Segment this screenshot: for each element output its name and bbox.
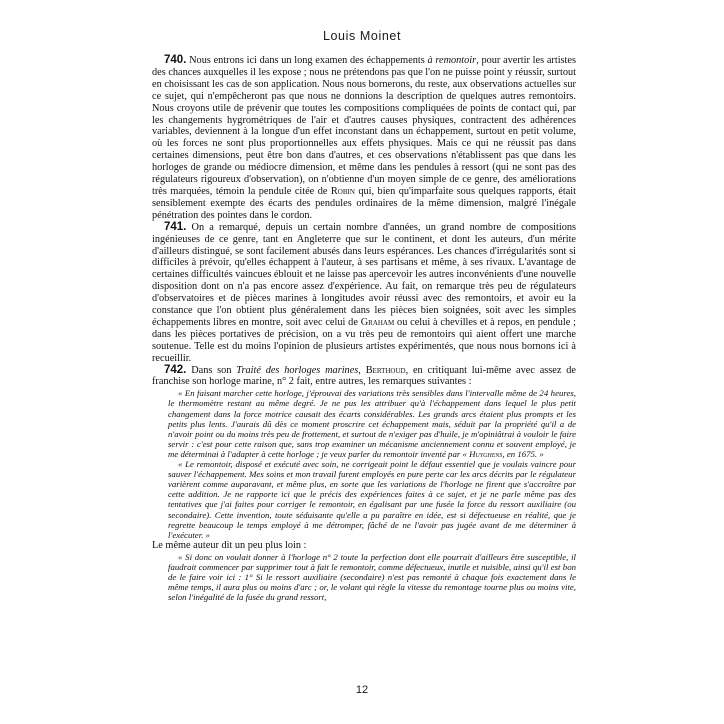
name-small-caps: Robin: [330, 185, 355, 197]
block-quote: [168, 552, 576, 602]
name-small-caps: Graham: [360, 316, 395, 328]
paragraph-740: 740. Nous entrons ici dans un long examen des échappements à remontoir, pour avertir les artistes des chances auxquelles il les expose ; nous ne prétendons pas que l'on ne puisse point y réussir, surtout en choisissant les cas de son application. Nous nous bornerons, du reste, aux observations actuelles sur ce sujet, qui n'empêcheront pas que nous ne donnions la description de quelques autres remontoirs. Nous croyons utile de prévenir que toutes les compositions compliquées de points de contact qui, par les changements hygrométriques de l'air et d'autres causes physiques, contractent des adhérences variables, deviennent à la longue d'un effet inconstant dans un échappement, surtout en petit volume, où les forces ne sont plus proportionnelles aux effets physiques. Mais ce qui ne réussit pas dans certaines dimensions, peut être bon dans d'autres, et ces observations n'établissent pas que dans les horloges de grande ou médiocre dimension, et même dans les pendules à ressort (qui ne sont pas des régulateurs rigoureux d'observation), on n'obtienne d'un moyen simple de ce genre, des améliorations très marquées, témoin la pendule citée de Robin qui, bien qu'imparfaite sous quelques rapports, était sensiblement exempte des écarts des pendules ordinaires de la même dimension, malgré l'inégale pénétration des pointes dans le cordon.: [152, 54, 576, 221]
quote-paragraph: « Si donc on voulait donner à l'horloge n° 2 toute la perfection dont elle pourrait d'ailleurs être susceptible, il faudrait commencer par supprimer tout à fait le remontoir, comme défectueux, inutile et nuisible, ainsi qu'il est bon de le faire voir ici : 1° Si le ressort auxiliaire (secondaire) n'est pas remonté à chaque fois exactement dans le même temps, il aura plus ou moins d'arc ; or, le volant qui règle la vitesse du remontage tourne plus ou moins vite, selon l'inégalité de la fusée du grand ressort,: [168, 551, 576, 603]
paragraph-741: 741. On a remarqué, depuis un certain nombre d'années, un grand nombre de compositions ingénieuses de ce genre, tant en Angleterre que sur le continent, et dont les auteurs, d'un mérite d'ailleurs distingué, se sont facilement abusés dans leurs espérances. Les chances d'irrégularités sont si difficiles à prévoir, qu'elles échappent à l'auteur, à ses partisans et même, à ses rivaux. L'avantage de certaines difficultés vaincues éblouit et ne laisse pas apercevoir les autres inconvénients d'une nouvelle disposition dont on n'a pas encore assez d'expérience. Au fait, on remarque très peu de régulateurs d'observatoires et de pièces marines à longitudes avoir réussi avec des remontoirs, et avoir eu la constance que l'on obtient plus généralement dans les pièces bien soignées, soit avec les simples échappements libres en montre, soit avec celui de Graham ou celui à chevilles et à repos, en pendule ; dans les pièces portatives de précision, on a vu très peu de remontoirs qui aient offert une marche soutenue. Telle est du moins l'opinion de plusieurs artistes expérimentés, que nous nous bornons ici à recueillir.: [152, 220, 576, 364]
section-number: 741.: [164, 220, 187, 233]
running-header: Louis Moinet: [322, 29, 402, 43]
quote-paragraph: « En faisant marcher cette horloge, j'éprouvai des variations très sensibles dans l'intervalle même de 24 heures, le thermomètre restant au même degré. Je ne pus les attribuer qu'à l'échappement dans lequel le plus petit changement dans la force motrice causait des écarts considérables. Les grands arcs étaient plus prompts et les petits plus lents. J'aurais dû dès ce moment proscrire cet échappement mais, séduit par la propriété qu'il a de n'avoir point ou du moins très peu de frottement, et surtout de n'exiger pas d'huile, je m'opiniâtrai à vouloir le faire servir : c'est pour cette raison que, sans trop examiner un mécanisme anciennement connu et souvent employé, je me déterminai à l'adapter à cette horloge ; je veux parler du remontoir inventé par « Huyghens, en 1675. »: [168, 388, 576, 459]
transition-line: Le même auteur dit un peu plus loin :: [152, 539, 307, 551]
page-number: 12: [355, 684, 369, 696]
quote-paragraph: « Le remontoir, disposé et exécuté avec soin, ne corrigeait point le défaut essentiel que je voulais vaincre pour sauver l'échappement. Mes soins et mon travail furent employés en pure perte car les arcs décrits par le régulateur varièrent comme auparavant, et même plus, en sorte que les variations de l'horloge ne firent que s'accroître par cette addition. Je ne rapporte ici que le précis des expériences faites à ce sujet, et je ne parle même pas des tentatives que j'ai faites pour corriger le remontoir, en égalisant par une fusée la force du ressort auxiliaire (ou secondaire). Cette invention, toute séduisante qu'elle a pu paraître en idée, est si défectueuse en réalité, que je regrette beaucoup le temps employé à me détromper, fâché de ne l'avoir pas jugée avant de me déterminer à l'exécuter. »: [168, 459, 576, 540]
body-text: [152, 55, 576, 602]
paragraph-742: 742. Dans son Traité des horloges marines, Berthoud, en critiquant lui-même avec assez de franchise son horloge marine, n° 2 fait, entre autres, les remarques suivantes :: [152, 363, 576, 388]
block-quote: [168, 388, 576, 539]
name-small-caps: Huyghens: [469, 448, 503, 459]
name-small-caps: Berthoud: [365, 364, 406, 376]
section-number: 742.: [164, 363, 187, 376]
section-number: 740.: [164, 54, 187, 66]
